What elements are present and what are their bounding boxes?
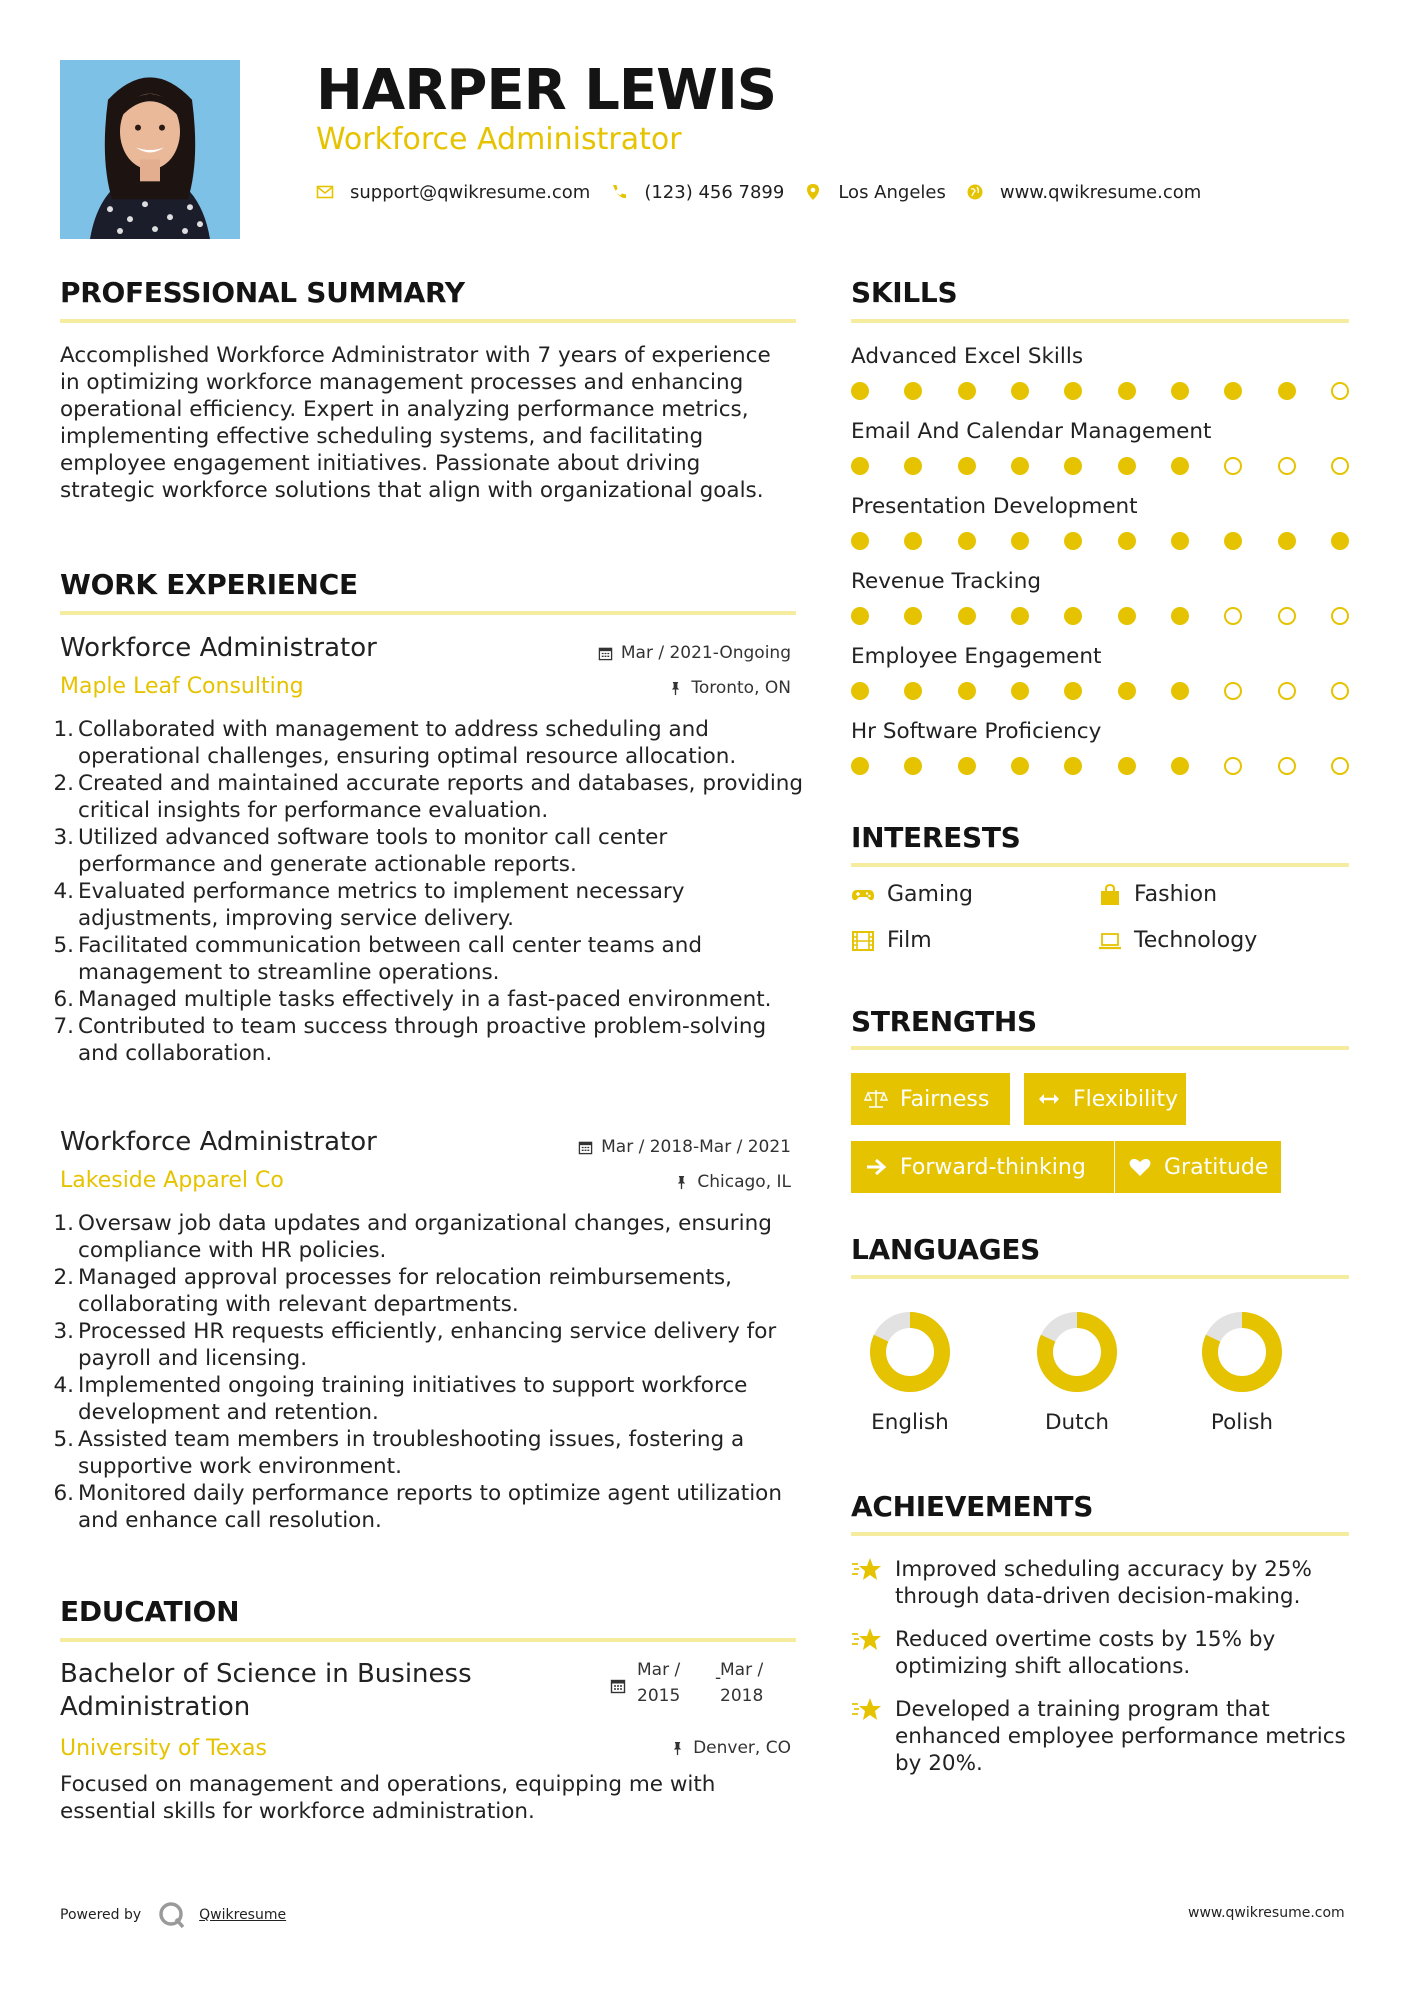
achievement-item <box>851 1626 1351 1680</box>
education-end-month: Mar / <box>720 1660 764 1680</box>
skill-dot-empty <box>1224 457 1242 475</box>
bullet-text: Monitored daily performance reports to optimize agent utilization and enhance call resolution. <box>78 1481 782 1533</box>
strength-label: Forward-thinking <box>900 1154 1086 1180</box>
skill-name: Employee Engagement <box>851 644 1102 669</box>
skill-dot-filled <box>958 457 976 475</box>
skill-dot-empty <box>1331 607 1349 625</box>
languages-heading: LANGUAGES <box>851 1233 1041 1266</box>
skill-dot-empty <box>1224 757 1242 775</box>
calendar-icon <box>610 1678 626 1694</box>
powered-by <box>60 1900 286 1930</box>
contact-location <box>804 182 946 203</box>
skill-dot-filled <box>1171 457 1189 475</box>
qwikresume-link[interactable]: Qwikresume <box>199 1907 287 1923</box>
education-location <box>670 1737 791 1759</box>
contact-bar <box>316 178 1221 206</box>
skill-dot-filled <box>1278 382 1296 400</box>
skill-dot-filled <box>958 757 976 775</box>
language-item <box>1182 1310 1302 1435</box>
skill-rating <box>851 757 1349 775</box>
list-item: 1. Collaborated with management to address scheduling and operational challenges, ensuring optimal resource allocation. <box>52 716 804 770</box>
skill-dot-filled <box>1171 757 1189 775</box>
skill-dot-filled <box>904 607 922 625</box>
skill-dot-filled <box>1118 457 1136 475</box>
skill-dot-empty <box>1331 757 1349 775</box>
skill-dot-filled <box>1171 682 1189 700</box>
job-title: Workforce Administrator <box>60 1127 377 1157</box>
skill-name: Email And Calendar Management <box>851 419 1212 444</box>
calendar-icon <box>578 1140 593 1155</box>
strengths-heading: STRENGTHS <box>851 1005 1037 1038</box>
education-dates <box>610 1658 790 1718</box>
list-item: 3. Utilized advanced software tools to monitor call center performance and generate actionable reports. <box>52 824 804 878</box>
star-icon <box>851 1696 883 1724</box>
date-separator: - <box>715 1668 722 1688</box>
company-name: Lakeside Apparel Co <box>60 1168 284 1193</box>
skill-dot-empty <box>1331 682 1349 700</box>
skill-dot-filled <box>958 532 976 550</box>
calendar-icon <box>598 646 613 661</box>
skill-dot-filled <box>1171 382 1189 400</box>
achievement-text: Reduced overtime costs by 15% by optimizing shift allocations. <box>895 1627 1276 1679</box>
bullet-text: Utilized advanced software tools to monitor call center performance and generate actionable reports. <box>78 825 668 877</box>
language-proficiency-donut <box>868 1310 952 1394</box>
candidate-name: HARPER LEWIS <box>316 58 777 123</box>
arrow-right-icon <box>864 1155 888 1179</box>
strength-label: Gratitude <box>1164 1154 1269 1180</box>
pushpin-icon <box>670 1741 685 1756</box>
job-bullets <box>52 1210 804 1534</box>
skill-dot-filled <box>904 682 922 700</box>
skill-dot-filled <box>958 382 976 400</box>
skill-dot-filled <box>958 607 976 625</box>
section-divider <box>851 319 1349 323</box>
bullet-text: Oversaw job data updates and organizational changes, ensuring compliance with HR policies. <box>78 1211 772 1263</box>
pushpin-icon <box>668 681 683 696</box>
section-divider <box>60 611 796 615</box>
skill-rating <box>851 682 1349 700</box>
job-dates-text: Mar / 2021-Ongoing <box>620 643 791 663</box>
strength-badge <box>851 1141 1114 1193</box>
job-bullets <box>52 716 804 1067</box>
skill-dot-filled <box>904 457 922 475</box>
language-name: Dutch <box>1044 1410 1110 1435</box>
summary-text: Accomplished Workforce Administrator with 7 years of experience in optimizing workforce management processes and enhancing operational efficiency. Expert in analyzing performance metrics, implementing effective scheduling systems, and facilitating employee engagement initiatives. Passionate about driving strategic workforce solutions that align with organizational goals. <box>60 343 771 503</box>
list-item: 5. Facilitated communication between call center teams and management to streamline operations. <box>52 932 804 986</box>
strength-label: Flexibility <box>1073 1086 1178 1112</box>
list-item: 5. Assisted team members in troubleshooting issues, fostering a supportive work environment. <box>52 1426 804 1480</box>
interest-item <box>1098 928 1257 953</box>
skill-dot-filled <box>1118 757 1136 775</box>
map-pin-icon <box>804 183 822 201</box>
bullet-text: Assisted team members in troubleshooting issues, fostering a supportive work environment. <box>78 1427 745 1479</box>
qwikresume-logo-icon <box>157 1900 187 1930</box>
bullet-text: Collaborated with management to address scheduling and operational challenges, ensuring optimal resource allocation. <box>78 717 737 769</box>
achievement-item <box>851 1696 1351 1777</box>
skill-dot-filled <box>851 382 869 400</box>
list-item: 2. Created and maintained accurate reports and databases, providing critical insights for performance evaluation. <box>53 771 804 823</box>
phone-icon <box>610 183 628 201</box>
skill-dot-filled <box>1064 682 1082 700</box>
strength-badge <box>851 1073 1010 1125</box>
film-icon <box>851 929 875 953</box>
achievements-heading: ACHIEVEMENTS <box>851 1490 1094 1523</box>
skill-dot-empty <box>1224 682 1242 700</box>
company-name: Maple Leaf Consulting <box>60 674 304 699</box>
strength-label: Fairness <box>900 1086 990 1112</box>
section-divider <box>851 863 1349 867</box>
interest-label: Gaming <box>887 882 973 907</box>
skill-dot-filled <box>1118 532 1136 550</box>
skill-dot-filled <box>1118 607 1136 625</box>
achievement-text: Developed a training program that enhanced employee performance metrics by 20%. <box>895 1697 1346 1776</box>
section-divider <box>851 1046 1349 1050</box>
skill-dot-filled <box>1011 457 1029 475</box>
list-item: 3. Processed HR requests efficiently, enhancing service delivery for payroll and licensing. <box>52 1318 804 1372</box>
envelope-icon <box>316 183 334 201</box>
bullet-text: Implemented ongoing training initiatives to support workforce development and retention. <box>78 1373 748 1425</box>
job-location <box>668 677 791 699</box>
job-title: Workforce Administrator <box>60 633 377 663</box>
heart-icon <box>1128 1155 1152 1179</box>
education-location-text: Denver, CO <box>693 1738 791 1758</box>
skill-dot-filled <box>1118 382 1136 400</box>
education-start-month: Mar / <box>637 1660 681 1680</box>
interest-item <box>851 882 973 907</box>
bullet-text: Contributed to team success through proactive problem-solving and collaboration. <box>78 1014 767 1066</box>
degree-title: Bachelor of Science in Business Administration <box>60 1659 472 1722</box>
skill-dot-filled <box>1011 682 1029 700</box>
bullet-text: Evaluated performance metrics to implement necessary adjustments, improving service delivery. <box>78 879 685 931</box>
star-icon <box>851 1556 883 1584</box>
skill-dot-empty <box>1331 457 1349 475</box>
skill-dot-filled <box>1011 382 1029 400</box>
skill-dot-empty <box>1278 682 1296 700</box>
school-name: University of Texas <box>60 1736 267 1761</box>
summary-heading: PROFESSIONAL SUMMARY <box>60 276 465 309</box>
skill-dot-empty <box>1331 382 1349 400</box>
skill-name: Advanced Excel Skills <box>851 344 1084 369</box>
location-text: Los Angeles <box>838 181 946 203</box>
skill-rating <box>851 532 1349 550</box>
bullet-text: Managed approval processes for relocation reimbursements, collaborating with relevant departments. <box>78 1265 732 1317</box>
skill-dot-empty <box>1278 757 1296 775</box>
list-item: 4. Evaluated performance metrics to implement necessary adjustments, improving service delivery. <box>52 878 804 932</box>
contact-phone[interactable] <box>610 182 784 203</box>
pushpin-icon <box>674 1175 689 1190</box>
skill-dot-empty <box>1278 457 1296 475</box>
language-name: English <box>871 1410 949 1435</box>
education-heading: EDUCATION <box>60 1595 240 1628</box>
interest-item <box>851 928 932 953</box>
bullet-text: Managed multiple tasks effectively in a fast-paced environment. <box>78 987 772 1012</box>
candidate-title: Workforce Administrator <box>316 122 682 157</box>
skill-rating <box>851 457 1349 475</box>
skill-dot-filled <box>904 532 922 550</box>
skill-dot-filled <box>1064 757 1082 775</box>
interest-label: Film <box>887 928 932 953</box>
powered-by-label: Powered by <box>60 1907 142 1923</box>
skill-dot-filled <box>958 682 976 700</box>
education-start-year: 2015 <box>637 1686 681 1706</box>
education-end-year: 2018 <box>720 1686 764 1706</box>
email-text: support@qwikresume.com <box>350 181 591 203</box>
language-item <box>1017 1310 1137 1435</box>
gamepad-icon <box>851 883 875 907</box>
job-location-text: Toronto, ON <box>691 678 791 698</box>
language-proficiency-donut <box>1035 1310 1119 1394</box>
skill-dot-filled <box>1224 382 1242 400</box>
laptop-icon <box>1098 929 1122 953</box>
contact-website[interactable] <box>966 182 1201 203</box>
skill-name: Hr Software Proficiency <box>851 719 1102 744</box>
job-location-text: Chicago, IL <box>697 1172 791 1192</box>
contact-email[interactable] <box>316 182 590 203</box>
list-item: 6. Monitored daily performance reports to optimize agent utilization and enhance call resolution. <box>52 1480 804 1534</box>
website-text: www.qwikresume.com <box>999 181 1202 203</box>
star-icon <box>851 1626 883 1654</box>
skill-dot-filled <box>1118 682 1136 700</box>
skill-dot-filled <box>851 607 869 625</box>
bullet-text: Facilitated communication between call center teams and management to streamline operations. <box>78 933 703 985</box>
arrows-horizontal-icon <box>1037 1087 1061 1111</box>
education-description: Focused on management and operations, equipping me with essential skills for workforce administration. <box>60 1772 716 1824</box>
job-location <box>674 1171 791 1193</box>
section-divider <box>60 319 796 323</box>
language-proficiency-donut <box>1200 1310 1284 1394</box>
section-divider <box>60 1638 796 1642</box>
job-dates <box>598 642 791 664</box>
skill-dot-filled <box>1064 607 1082 625</box>
phone-text: (123) 456 7899 <box>644 181 785 203</box>
bullet-text: Created and maintained accurate reports and databases, providing critical insights for performance evaluation. <box>78 771 804 823</box>
list-item: 4. Implemented ongoing training initiatives to support workforce development and retention. <box>52 1372 804 1426</box>
skill-dot-filled <box>1011 607 1029 625</box>
skill-dot-filled <box>851 457 869 475</box>
list-item: 1. Oversaw job data updates and organizational changes, ensuring compliance with HR policies. <box>52 1210 804 1264</box>
strength-badge <box>1024 1073 1186 1125</box>
language-item <box>850 1310 970 1435</box>
balance-scale-icon <box>864 1087 888 1111</box>
bullet-text: Processed HR requests efficiently, enhancing service delivery for payroll and licensing. <box>78 1319 777 1371</box>
interest-label: Technology <box>1134 928 1258 953</box>
list-item: 7. Contributed to team success through proactive problem-solving and collaboration. <box>52 1013 804 1067</box>
skill-dot-empty <box>1224 607 1242 625</box>
job-dates <box>578 1136 791 1158</box>
achievement-text: Improved scheduling accuracy by 25% through data-driven decision-making. <box>895 1557 1312 1609</box>
section-divider <box>851 1532 1349 1536</box>
skill-dot-filled <box>851 757 869 775</box>
skill-dot-filled <box>1064 457 1082 475</box>
globe-icon <box>966 183 984 201</box>
interest-item <box>1098 882 1217 907</box>
language-name: Polish <box>1210 1410 1274 1435</box>
achievement-item <box>851 1556 1351 1610</box>
skill-dot-filled <box>1011 532 1029 550</box>
strength-badge <box>1115 1141 1281 1193</box>
experience-heading: WORK EXPERIENCE <box>60 568 358 601</box>
skill-dot-filled <box>1011 757 1029 775</box>
footer-website-link[interactable]: www.qwikresume.com <box>1188 1905 1345 1921</box>
skill-rating <box>851 607 1349 625</box>
skill-dot-filled <box>1064 382 1082 400</box>
skills-heading: SKILLS <box>851 276 958 309</box>
skill-name: Revenue Tracking <box>851 569 1041 594</box>
job-dates-text: Mar / 2018-Mar / 2021 <box>601 1137 791 1157</box>
skill-dot-empty <box>1278 607 1296 625</box>
list-item: 6. Managed multiple tasks effectively in a fast-paced environment. <box>53 987 772 1012</box>
skill-name: Presentation Development <box>851 494 1138 519</box>
skill-dot-filled <box>851 532 869 550</box>
interest-label: Fashion <box>1134 882 1218 907</box>
profile-photo <box>60 60 240 239</box>
list-item: 2. Managed approval processes for relocation reimbursements, collaborating with relevant departments. <box>52 1264 804 1318</box>
skill-dot-filled <box>1064 532 1082 550</box>
skill-dot-filled <box>904 757 922 775</box>
skill-rating <box>851 382 1349 400</box>
skill-dot-filled <box>1171 607 1189 625</box>
skill-dot-filled <box>851 682 869 700</box>
section-divider <box>851 1275 1349 1279</box>
skill-dot-filled <box>1224 532 1242 550</box>
skill-dot-filled <box>1278 532 1296 550</box>
shopping-bag-icon <box>1098 883 1122 907</box>
skill-dot-filled <box>904 382 922 400</box>
skill-dot-filled <box>1331 532 1349 550</box>
skill-dot-filled <box>1171 532 1189 550</box>
interests-heading: INTERESTS <box>851 821 1021 854</box>
